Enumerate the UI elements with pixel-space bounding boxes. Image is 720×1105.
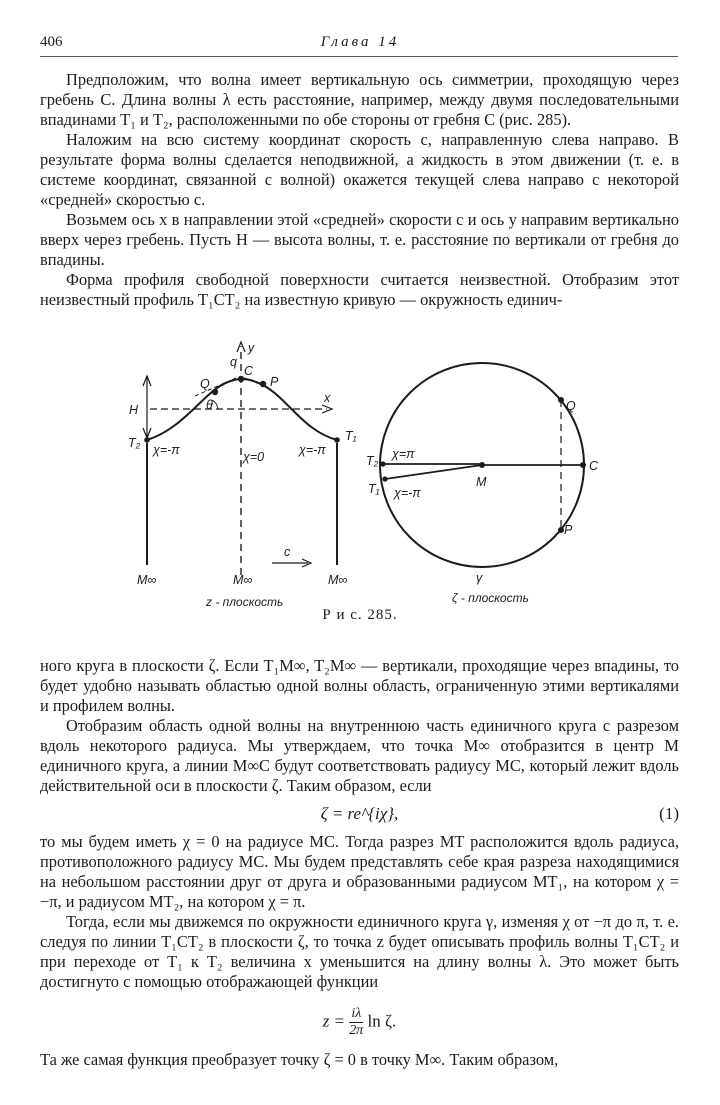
label-m: M (476, 475, 487, 489)
figure-285 (0, 330, 720, 630)
label-t1-zeta: T₁ (368, 482, 380, 496)
label-p: P (270, 375, 279, 389)
equation-1-number: (1) (659, 804, 679, 823)
label-c: C (244, 364, 254, 378)
text-block-top (40, 70, 679, 310)
point-t1-zeta-dot (382, 476, 387, 481)
label-h: H (129, 403, 139, 417)
figure-caption: Р и с. 285. (322, 607, 398, 623)
paragraph: то мы будем иметь χ = 0 на радиусе MC. Тогда разрез MT расположится вдоль радиуса, противоположного радиусу MC. Мы будем представлять себе края разреза находящимися на небольшом расстоянии друг от друга и образованными радиусом MT₁, на котором χ = −π, и радиусом MT₂, на котором χ = π. (40, 832, 679, 911)
chapter-title: Глава 14 (320, 34, 400, 50)
point-q-zeta-dot (558, 397, 564, 403)
label-chi-left: χ=-π (153, 443, 180, 457)
point-t2-dot (144, 437, 150, 443)
label-c-velocity: c (284, 545, 291, 559)
equation-2 (40, 1006, 679, 1039)
label-m-center: M∞ (233, 573, 253, 587)
point-t2-zeta-dot (380, 461, 385, 466)
paragraph: ного круга в плоскости ζ. Если T₁M∞, T₂M∞ — вертикали, проходящие через впадины, то будет удобно называть областью одной волны область, ограниченную этими вертикалями и профилем волны. (40, 656, 679, 715)
radius-mt1 (385, 465, 482, 479)
equation-1-body: ζ = re^{iχ}, (320, 804, 399, 823)
label-t2: T₂ (128, 436, 141, 450)
label-theta: θ (206, 398, 213, 412)
label-m-left: M∞ (137, 573, 157, 587)
label-q-small: q (230, 355, 237, 369)
label-chi-center: χ=0 (243, 450, 265, 464)
label-chi-right: χ=-π (299, 443, 326, 457)
equation-2-numerator: iλ (349, 1006, 363, 1023)
label-q: Q (200, 377, 210, 391)
text-block-bottom (40, 1050, 679, 1070)
paragraph: Отобразим область одной волны на внутреннюю часть единичного круга с разрезом вдоль некоторого радиуса. Мы утверждаем, что точка M∞ отобразится в центр M единичного круга, а линии M∞C будут соответствовать радиусу MC, который лежит вдоль действительной оси в плоскости ζ. Таким образом, если (40, 716, 679, 795)
point-m-dot (479, 462, 485, 468)
equation-2-denominator: 2π (349, 1023, 364, 1038)
point-c-zeta-dot (580, 462, 586, 468)
paragraph: Та же самая функция преобразует точку ζ = 0 в точку M∞. Таким образом, (40, 1050, 559, 1069)
label-x: x (324, 391, 331, 405)
page-number: 406 (40, 34, 63, 50)
label-chi-upper: χ=π (392, 447, 415, 461)
point-p-dot (260, 381, 266, 387)
label-t1: T₁ (345, 429, 357, 443)
point-t1-dot (334, 437, 340, 443)
paragraph: Предположим, что волна имеет вертикальную ось симметрии, проходящую через гребень C. Длина волны λ есть расстояние, например, между двумя последовательными впадинами T₁ и T₂, расположенными по обе стороны от гребня C (рис. 285). (40, 70, 679, 129)
label-z-plane: z - плоскость (206, 595, 284, 609)
theta-arc (212, 400, 218, 409)
paragraph: Тогда, если мы движемся по окружности единичного круга γ, изменяя χ от −π до π, т. е. следуя по линии T₁CT₂ в плоскости ζ, то точка z будет описывать профиль волны T₁CT₂ и при переходе от T₁ к T₂ величина x уменьшится на длину волны λ. Это может быть достигнуто с помощью отображающей функции (40, 912, 679, 991)
label-q-zeta: Q (566, 399, 576, 413)
paragraph: Наложим на всю систему координат скорость c, направленную слева направо. В результате форма волны сделается неподвижной, а жидкость в этом движении (т. е. в системе координат, связанной с волной) окажется текущей слева направо с некоторой «средней» скоростью c. (40, 130, 679, 209)
label-p-zeta: P (564, 523, 573, 537)
text-block-mid (40, 656, 679, 796)
label-m-right: M∞ (328, 573, 348, 587)
point-q-dot (212, 389, 218, 395)
label-c-zeta: C (589, 459, 599, 473)
equation-2-fraction (349, 1006, 363, 1039)
paragraph: Форма профиля свободной поверхности считается неизвестной. Отобразим этот неизвестный профиль T₁CT₂ на известную кривую — окружность единич- (40, 270, 679, 309)
label-zeta-plane: ζ - плоскость (452, 591, 529, 605)
equation-2-lhs: z = (322, 1011, 346, 1031)
label-gamma: γ (476, 571, 483, 585)
label-chi-lower: χ=-π (394, 486, 421, 500)
paragraph: Возьмем ось x в направлении этой «средней» скорости c и ось y направим вертикально вверх через гребень. Пусть H — высота волны, т. е. расстояние по вертикали от гребня до впадины. (40, 210, 679, 269)
equation-2-rhs: ln ζ. (367, 1011, 397, 1031)
header-rule (40, 56, 678, 57)
label-y: y (248, 341, 255, 355)
label-t2-zeta: T₂ (366, 454, 379, 468)
text-block-after-eq1 (40, 832, 679, 992)
